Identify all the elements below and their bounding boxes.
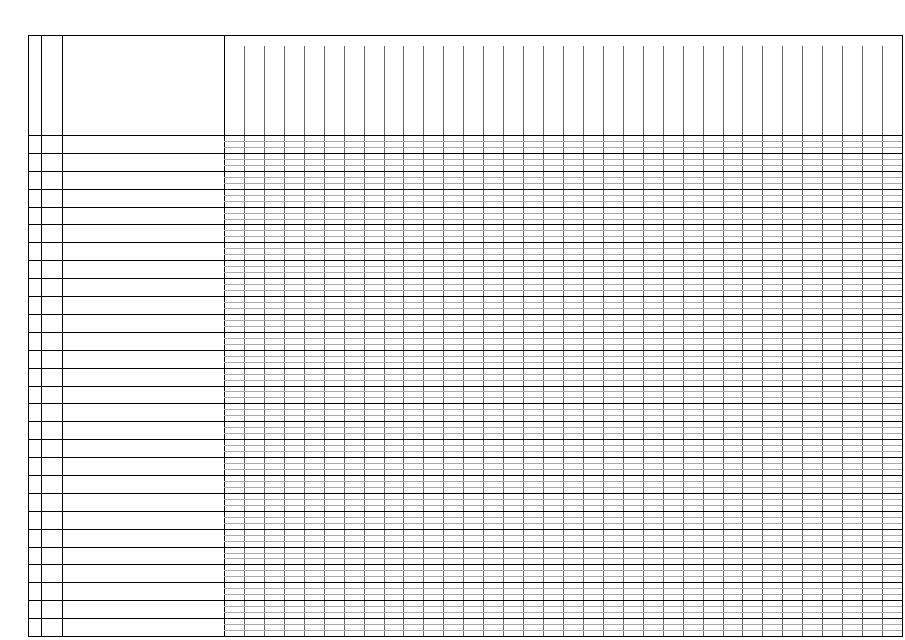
sub-row-divider [224, 499, 902, 500]
sub-row-divider [224, 517, 902, 518]
row-divider [29, 350, 902, 351]
sub-row-divider [224, 463, 902, 464]
sub-row-divider [224, 284, 902, 285]
row-divider [29, 171, 902, 172]
data-table [28, 35, 903, 637]
sub-row-divider [224, 570, 902, 571]
sub-row-divider [224, 362, 902, 363]
row-divider [29, 457, 902, 458]
row-divider [29, 618, 902, 619]
sub-row-divider [224, 451, 902, 452]
row-divider [29, 439, 902, 440]
sub-row-divider [224, 338, 902, 339]
row-divider [29, 529, 902, 530]
row-divider [29, 314, 902, 315]
sub-row-divider [224, 558, 902, 559]
sub-row-divider [224, 469, 902, 470]
row-divider [29, 260, 902, 261]
sub-row-divider [224, 326, 902, 327]
sub-row-divider [224, 541, 902, 542]
sub-row-divider [224, 624, 902, 625]
row-divider [29, 278, 902, 279]
sub-row-divider [224, 576, 902, 577]
sub-row-divider [224, 177, 902, 178]
sub-row-divider [224, 236, 902, 237]
sub-row-divider [224, 606, 902, 607]
sub-row-divider [224, 397, 902, 398]
sub-row-divider [224, 266, 902, 267]
sub-row-divider [224, 630, 902, 631]
sub-row-divider [224, 201, 902, 202]
sub-row-divider [224, 427, 902, 428]
sub-row-divider [224, 272, 902, 273]
sub-row-divider [224, 165, 902, 166]
sub-row-divider [224, 594, 902, 595]
sub-row-divider [224, 391, 902, 392]
sub-row-divider [224, 445, 902, 446]
row-divider [29, 189, 902, 190]
sub-row-divider [224, 588, 902, 589]
row-divider [29, 368, 902, 369]
row-divider [29, 224, 902, 225]
sub-row-divider [224, 320, 902, 321]
sub-row-divider [224, 254, 902, 255]
row-divider [29, 493, 902, 494]
row-divider [29, 207, 902, 208]
sub-row-divider [224, 481, 902, 482]
sub-row-divider [224, 195, 902, 196]
sub-row-divider [224, 553, 902, 554]
sub-row-divider [224, 535, 902, 536]
sub-row-divider [224, 356, 902, 357]
row-divider [29, 564, 902, 565]
row-divider [29, 135, 902, 136]
row-divider [29, 511, 902, 512]
table-header [29, 36, 902, 136]
sub-row-divider [224, 505, 902, 506]
sub-row-divider [224, 302, 902, 303]
sub-row-divider [224, 612, 902, 613]
sub-row-divider [224, 487, 902, 488]
sub-row-divider [224, 380, 902, 381]
sub-row-divider [224, 433, 902, 434]
sub-row-divider [224, 523, 902, 524]
sub-row-divider [224, 308, 902, 309]
sub-row-divider [224, 159, 902, 160]
sub-row-divider [224, 147, 902, 148]
row-divider [29, 582, 902, 583]
sub-row-divider [224, 374, 902, 375]
sub-row-divider [224, 290, 902, 291]
sub-row-divider [224, 248, 902, 249]
row-divider [29, 547, 902, 548]
sub-row-divider [224, 344, 902, 345]
sub-row-divider [224, 141, 902, 142]
row-divider [29, 153, 902, 154]
row-group-side-label [29, 336, 41, 456]
row-divider [29, 332, 902, 333]
row-divider [29, 600, 902, 601]
row-divider [29, 403, 902, 404]
row-divider [29, 242, 902, 243]
sub-row-divider [224, 219, 902, 220]
sub-row-divider [224, 183, 902, 184]
sub-row-divider [224, 230, 902, 231]
sub-row-divider [224, 415, 902, 416]
row-divider [29, 421, 902, 422]
row-divider [29, 296, 902, 297]
sub-row-divider [224, 213, 902, 214]
row-divider [29, 475, 902, 476]
sub-row-divider [224, 409, 902, 410]
row-divider [29, 386, 902, 387]
